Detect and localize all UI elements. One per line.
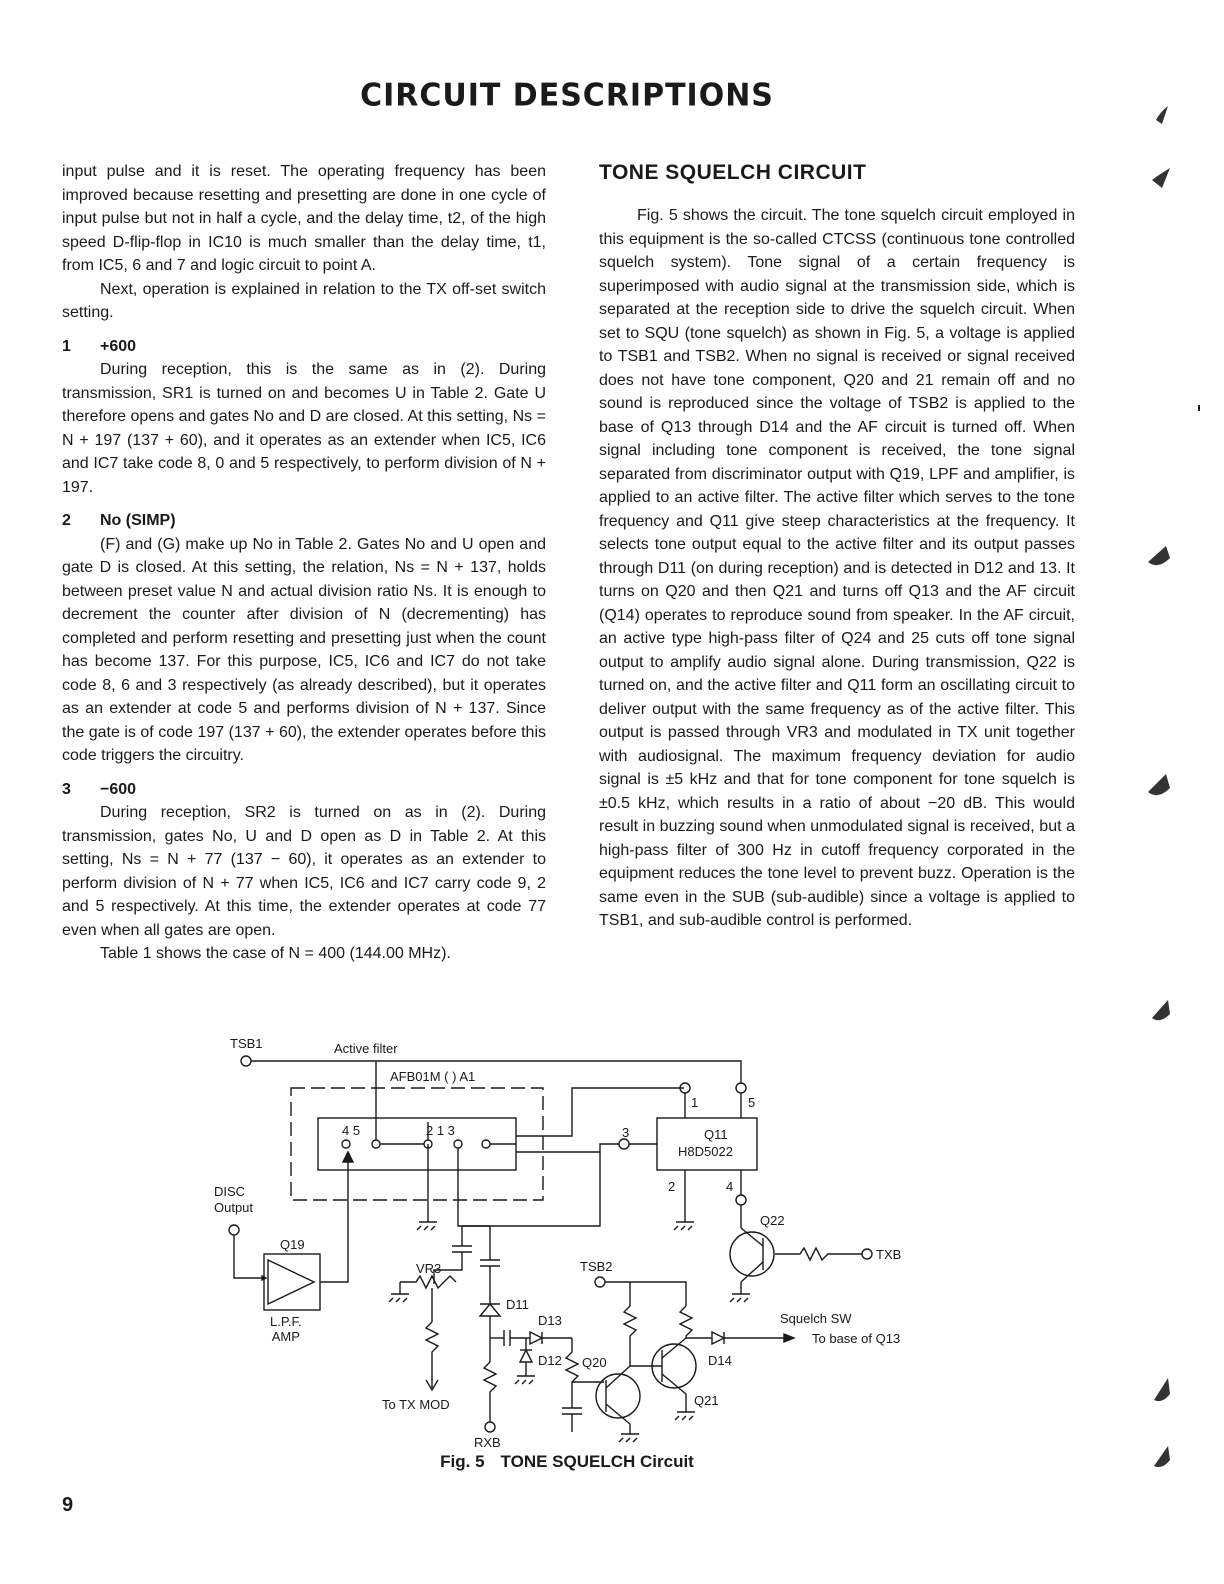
resistor [566,1338,578,1408]
paragraph: Table 1 shows the case of N = 400 (144.00 MHz). [100,945,451,962]
binder-hole-mark [1152,1000,1170,1020]
ground-symbol [674,1222,694,1230]
ground-symbol [619,1434,639,1442]
q20-label: Q20 [582,1355,607,1370]
to-tx-mod-label: To TX MOD [382,1397,450,1412]
d11-label: D11 [506,1297,529,1312]
section-text: During reception, SR2 is turned on as in (2). During transmission, gates No, U and D open as D in Table 2. At this setting, Ns = N + 77 (137 − 60), it operates as an extender to perform division of N + 77 when IC5, IC6 and IC7 carry code 9, 2 and 5 respectively. At this time, the extender operates at code 77 even when all gates are open. [62,804,546,939]
wire [605,1282,686,1306]
section-title: −600 [100,780,137,798]
caption-title: TONE SQUELCH Circuit [500,1452,694,1471]
d14-label: D14 [708,1353,732,1368]
section-text: (F) and (G) make up No in Table 2. Gates No and U open and gate D is closed. At this setting, the relation, Ns = N + 137, holds between preset value N and actual division ratio Ns. It is enough to decrement the counter after division of N (decrementing) has completed and perform resetting and presetting just when the count has become 137. For this purpose, IC5, IC6 and IC7 do not take code 8, 6 and 3 respectively (as already described), but it operates as an extender at code 5 and performs division of N + 137. Since the gate is of code 197 (137 + 60), the extender operates before this code triggers the circuitry. [62,535,546,764]
pin4-label: 4 [726,1179,734,1194]
resistor [426,1322,438,1388]
wire [662,1338,686,1358]
ground-symbol [515,1376,535,1384]
binder-hole-mark [1148,774,1170,795]
section-text: During reception, this is the same as in (2). During transmission, SR1 is turned on and becomes U in Table 2. Gate U therefore opens and gates No and D are closed. At this setting, Ns = N + 197 (137 + 60), and it operates as an extender when IC5, IC6 and IC7 take code 8, 0 and 5 respectively, to perform division of N + 197. [62,361,546,496]
resistor [680,1306,692,1338]
q20-transistor [596,1374,640,1418]
pins-right-label: 2 1 3 [426,1123,455,1138]
wire [234,1235,262,1278]
capacitor [562,1408,582,1432]
pins-left-label: 4 5 [342,1123,361,1138]
scan-edge-marks [1140,100,1200,1480]
q11-pin4-terminal [736,1195,746,1205]
txb-label: TXB [876,1247,902,1262]
tsb1-line [251,1061,741,1084]
caption-number: Fig. 5 [440,1452,485,1471]
q11-pin5-terminal [736,1083,746,1093]
squelch-sw-label: Squelch SW [780,1311,852,1326]
section-title: TONE SQUELCH CIRCUIT [599,161,867,184]
ground-symbol [730,1294,750,1302]
section-number: 2 [62,512,71,529]
arrow [343,1152,353,1162]
paragraph: input pulse and it is reset. The operating frequency has been improved because resetting and presetting are done in one cycle of input pulse but not in half a cycle, and the delay time, t2, of the high speed D-flip-flop in IC10 is much smaller than the delay time, t1, from IC5, 6 and 7 and logic circuit to point A. [62,163,546,274]
binder-hole-mark [1154,1446,1170,1467]
capacitor [480,1226,500,1294]
wire [606,1404,630,1424]
vr3-label: VR3 [416,1261,442,1276]
pin2-label: 2 [668,1179,676,1194]
amplifier-symbol [268,1260,314,1304]
d13-label: D13 [538,1313,562,1328]
q11-part-label: H8D5022 [678,1144,733,1159]
disc-output-label: DISC Output [214,1184,254,1215]
wire [516,1144,619,1152]
vr3-resistor [400,1276,456,1288]
pin-5 [372,1140,380,1148]
page-number: 9 [62,1494,74,1516]
tone-squelch-schematic [200,1032,960,1462]
page-title: CIRCUIT DESCRIPTIONS [360,77,774,114]
pin3-label: 3 [622,1125,630,1140]
txb-resistor [775,1248,862,1260]
section-title: +600 [100,337,137,355]
pin-3 [482,1140,490,1148]
d12-label: D12 [538,1353,562,1368]
right-column [599,160,1075,933]
q11-pin3-terminal [619,1139,629,1149]
lpf-amp-label: L.P.F. AMP [270,1314,302,1344]
section-heading [62,778,546,802]
wire [516,1088,684,1136]
binder-hole-mark [1156,106,1168,124]
q19-label: Q19 [280,1237,305,1252]
wire [606,1366,630,1388]
tsb2-label: TSB2 [580,1259,613,1274]
figure-caption [0,1452,1134,1472]
q22-label: Q22 [760,1213,785,1228]
ground-symbol [675,1412,695,1420]
wire [458,1148,600,1226]
binder-hole-mark [1148,546,1170,565]
tsb1-label: TSB1 [230,1036,263,1051]
rxb-label: RXB [474,1435,501,1450]
wire [741,1228,763,1246]
d11-diode [480,1304,500,1316]
wire [662,1374,686,1394]
capacitor [452,1226,472,1264]
binder-hole-mark [1154,1378,1170,1401]
rxb-terminal [485,1422,495,1432]
paragraph: Fig. 5 shows the circuit. The tone squelch circuit employed in this equipment is the so-called CTCSS (continuous tone controlled squelch system). Tone signal of a certain frequency is superimposed with audio signal at the transmission side, which is separated at the reception side to drive the squelch circuit. When set to SQU (tone squelch) as shown in Fig. 5, a voltage is applied to TSB1 and TSB2. When no signal is received or signal received does not have tone component, Q20 and 21 remain off and no sound is reproduced since the voltage of TSB2 is applied to the base of Q13 through D14 and the AF circuit is turned off. When signal including tone component is received, the tone signal separated from discriminator output with Q19, LPF and amplifier, is applied to an active filter. The active filter which serves to the tone frequency and Q11 give steep characteristics at the frequency. It selects tone output equal to the active filter and its output passes through D11 (on during reception) and is detected in D12 and 13. It turns on Q20 and then Q21 and turns off Q13 and the AF circuit (Q14) operates to reproduce sound from speaker. In the AF circuit, an active type high-pass filter of Q24 and 25 cuts off tone signal output to amplify audio signal alone. During transmission, Q22 is turned on, and the active filter and Q11 form an oscillating circuit to deliver output with the same frequency as of the active filter. This output is passed through VR3 and modulated in TX unit together with audiosignal. The maximum frequency deviation for audio signal is ±5 kHz and that for tone component for tone squelch is ±0.5 kHz, which results in a ratio of about −20 dB. This would result in buzzing sound when unmodulated signal is received, but a high-pass filter of 300 Hz in cutoff frequency corporated in the equipment reduces the tone level to prevent buzz. Operation is the same even in the SUB (sub-audible) since a voltage is applied to TSB1, and sub-audible control is performed. [599,207,1075,929]
q21-label: Q21 [694,1393,719,1408]
wire [741,1262,763,1282]
disc-output-terminal [229,1225,239,1235]
capacitor [504,1330,510,1346]
resistor [484,1362,496,1422]
scan-dot [1198,405,1200,411]
section-heading [62,509,546,533]
section-title: No (SIMP) [100,512,176,529]
pin5-label: 5 [748,1095,756,1110]
resistor [624,1282,636,1366]
paragraph: Next, operation is explained in relation to the TX off-set switch setting. [62,280,546,321]
pin-4 [342,1140,350,1148]
active-filter-label: Active filter [334,1041,398,1056]
d14-diode [712,1332,724,1344]
afb-module-label: AFB01M ( ) A1 [390,1069,476,1084]
section-heading [62,335,546,359]
binder-hole-mark [1152,168,1170,188]
d13-diode [530,1332,542,1344]
txb-terminal [862,1249,872,1259]
schematic-drawing [200,1032,960,1462]
arrow [784,1334,794,1342]
ground-symbol [389,1294,409,1302]
tsb1-terminal [241,1056,251,1066]
q22-transistor [730,1232,774,1276]
left-column [62,160,546,966]
wire [320,1158,348,1282]
tsb2-terminal [595,1277,605,1287]
q11-label: Q11 [704,1127,728,1142]
to-base-q13-label: To base of Q13 [812,1331,901,1346]
pin1-label: 1 [691,1095,699,1110]
section-number: 1 [62,337,71,355]
pin-1 [454,1140,462,1148]
ground-symbol [417,1144,437,1230]
section-number: 3 [62,780,71,798]
